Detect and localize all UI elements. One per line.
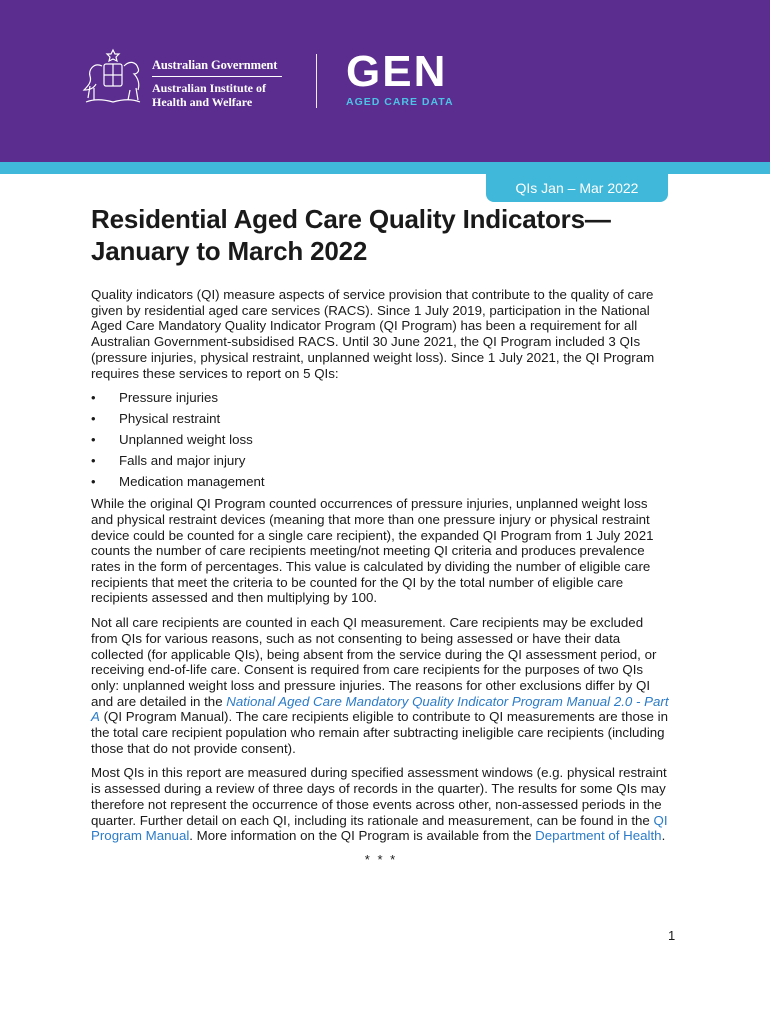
assessment-text-a: Most QIs in this report are measured during specified assessment windows (e.g. physical restraint is assessed during a review of three days of records in the quarter). The results for some QIs may therefore not represent the occurrence of those events across other, non-assessed periods in the quarter. Further detail on each QI, including its rationale and measurement, can be found in the bbox=[91, 765, 667, 828]
title-line-2: January to March 2022 bbox=[91, 236, 368, 266]
list-item: • Medication management bbox=[91, 471, 671, 492]
qi-bullet-list bbox=[91, 387, 671, 492]
gov-line-aihw-2: Health and Welfare bbox=[152, 95, 253, 109]
gov-line-aihw-1: Australian Institute of bbox=[152, 81, 267, 95]
page-title bbox=[91, 203, 671, 267]
exclusions-text-a: Not all care recipients are counted in each QI measurement. Care recipients may be excluded from QIs for various reasons, such as not consenting to being assessed or have their data collected (for applicable QIs), being absent from the service during the QI assessment period, or receiving end-of-life care. Consent is required from care recipients for the purposes of two QIs only: unplanned weight loss and pressure injuries. The reasons for other exclusions differ by QI and are detailed in the bbox=[91, 615, 657, 709]
exclusions-paragraph bbox=[91, 615, 671, 756]
government-logo-text bbox=[152, 58, 282, 109]
department-of-health-link[interactable]: Department of Health bbox=[535, 828, 662, 844]
section-separator: * * * bbox=[364, 851, 398, 867]
assessment-text-c: . bbox=[661, 828, 666, 844]
report-period-tab: QIs Jan – Mar 2022 bbox=[486, 174, 668, 202]
gov-line-australian-government: Australian Government bbox=[152, 58, 278, 72]
gen-wordmark: GEN bbox=[346, 47, 448, 96]
qi-manual-link[interactable]: QI Program Manual bbox=[91, 812, 668, 844]
gen-subtitle: AGED CARE DATA bbox=[346, 96, 454, 108]
coat-of-arms-icon bbox=[80, 46, 146, 108]
document-body bbox=[91, 203, 671, 867]
page-number: 1 bbox=[668, 928, 676, 943]
gov-logo-rule bbox=[152, 76, 282, 77]
title-line-1: Residential Aged Care Quality Indicators— bbox=[91, 204, 611, 234]
list-item: • Pressure injuries bbox=[91, 387, 671, 408]
qi-program-manual-link[interactable]: National Aged Care Mandatory Quality Indicator Program Manual 2.0 - Part A bbox=[91, 693, 669, 725]
intro-paragraph: Quality indicators (QI) measure aspects of service provision that contribute to the quality of care given by residential aged care services (RACS). Since 1 July 2019, participation in the National Aged Care Mandatory Quality Indicator Program (QI Program) has been a requirement for all Australian Government-subsidised RACS. Until 30 June 2021, the QI Program included 3 QIs (pressure injuries, physical restraint, unplanned weight loss). Since 1 July 2021, the QI Program requires these services to report on 5 QIs: bbox=[91, 287, 655, 381]
exclusions-text-b: (QI Program Manual). The care recipients eligible to contribute to QI measurements are those in the total care recipient population who remain after subtracting ineligible care recipients (including those that do not provide consent). bbox=[91, 709, 668, 756]
header-accent-band bbox=[0, 162, 770, 174]
assessment-text-b: . More information on the QI Program is available from the bbox=[189, 828, 536, 844]
list-item: • Falls and major injury bbox=[91, 450, 671, 471]
list-item: • Physical restraint bbox=[91, 408, 671, 429]
prevalence-paragraph: While the original QI Program counted occurrences of pressure injuries, unplanned weight loss and physical restraint devices (meaning that more than one pressure injury or physical restraint device could be counted for a single care recipient), the expanded QI Program from 1 July 2021 counts the number of care recipients meeting/not meeting QI criteria and produces prevalence rates in the form of percentages. This value is calculated by dividing the number of eligible care recipients that meet the criteria to be counted for the QI by the total number of eligible care recipients assessed and then multiplying by 100. bbox=[91, 496, 654, 606]
list-item: • Unplanned weight loss bbox=[91, 429, 671, 450]
gen-logo bbox=[346, 47, 454, 108]
assessment-paragraph bbox=[91, 765, 671, 844]
logo-divider bbox=[316, 54, 317, 108]
